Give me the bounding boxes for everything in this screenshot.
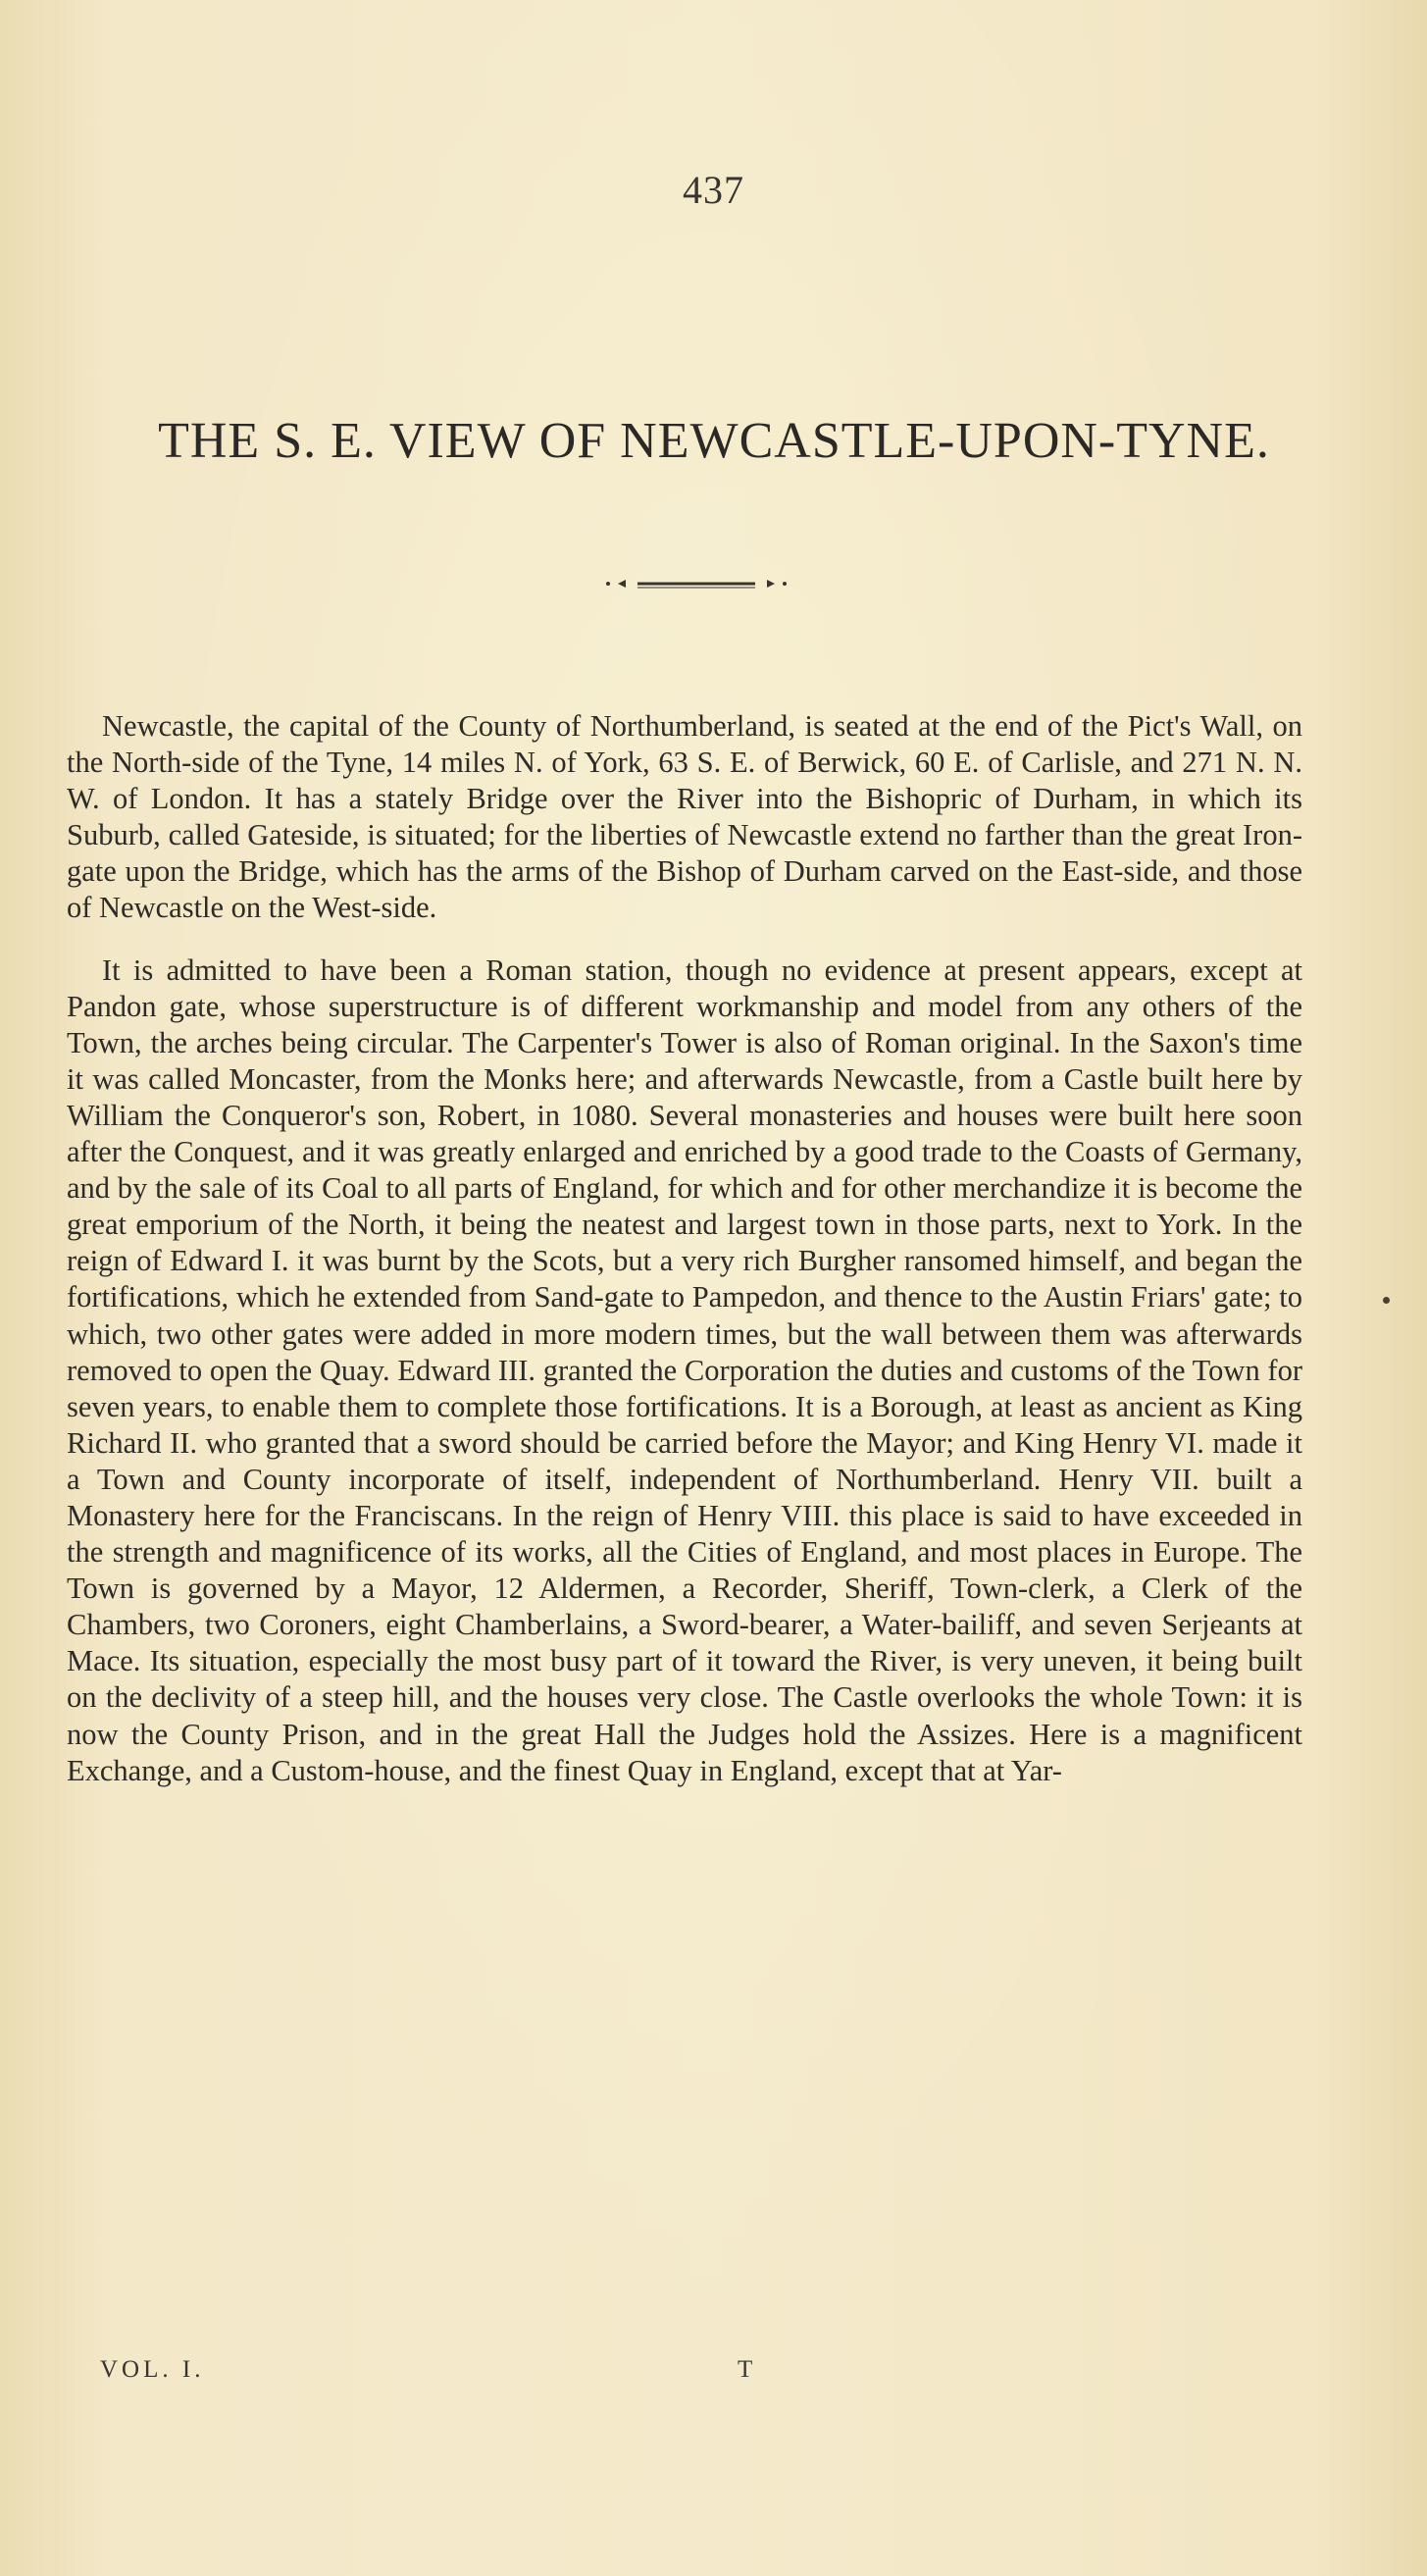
page-title: THE S. E. VIEW OF NEWCASTLE-UPON-TYNE. <box>158 413 1270 469</box>
paragraph: Newcastle, the capital of the County of Northumberland, is seated at the end of the Pict's Wall, on the North-side of the Tyne, 14 miles N. of York, 63 S. E. of Berwick, 60 E. of Carlisle, and 271 N. N. W. of London. It has a stately Bridge over the River into the Bishopric of Durham, in which its Suburb, called Gateside, is situated; for the liberties of Newcastle extend no farther than the great Iron-gate upon the Bridge, which has the arms of the Bishop of Durham carved on the East-side, and those of Newcastle on the West-side. <box>67 709 1302 925</box>
ink-speck <box>1383 1297 1390 1304</box>
body-text <box>67 708 1302 1789</box>
footer-volume: VOL. I. <box>100 2356 205 2383</box>
page-number: 437 <box>683 168 744 212</box>
paragraph: It is admitted to have been a Roman station, though no evidence at present appears, except at Pandon gate, whose superstructure is of different workmanship and model from any others of the Town, the arches being circular. The Carpenter's Tower is also of Roman original. In the Saxon's time it was called Moncaster, from the Monks here; and afterwards Newcastle, from a Castle built here by William the Conqueror's son, Robert, in 1080. Several monasteries and houses were built here soon after the Conquest, and it was greatly enlarged and enriched by a good trade to the Coasts of Germany, and by the sale of its Coal to all parts of England, for which and for other merchandize it is become the great emporium of the North, it being the neatest and largest town in those parts, next to York. In the reign of Edward I. it was burnt by the Scots, but a very rich Burgher ransomed himself, and began the fortifications, which he extended from Sand-gate to Pampedon, and thence to the Austin Friars' gate; to which, two other gates were added in more modern times, but the wall between them was afterwards removed to open the Quay. Edward III. granted the Corporation the duties and customs of the Town for seven years, to enable them to complete those fortifications. It is a Borough, at least as ancient as King Richard II. who granted that a sword should be carried before the Mayor; and King Henry VI. made it a Town and County incorporate of itself, independent of Northumberland. Henry VII. built a Monastery here for the Franciscans. In the reign of Henry VIII. this place is said to have exceeded in the strength and magnificence of its works, all the Cities of England, and most places in Europe. The Town is governed by a Mayor, 12 Aldermen, a Recorder, Sheriff, Town-clerk, a Clerk of the Chambers, two Coroners, eight Chamberlains, a Sword-bearer, a Water-bailiff, and seven Serjeants at Mace. Its situation, especially the most busy part of it toward the River, is very uneven, it being built on the declivity of a steep hill, and the houses very close. The Castle overlooks the whole Town: it is now the County Prison, and in the great Hall the Judges hold the Assizes. Here is a magnificent Exchange, and a Custom-house, and the finest Quay in England, except that at Yar- <box>67 953 1302 1787</box>
signature-mark: T <box>738 2356 753 2383</box>
ornament-divider <box>598 574 794 593</box>
